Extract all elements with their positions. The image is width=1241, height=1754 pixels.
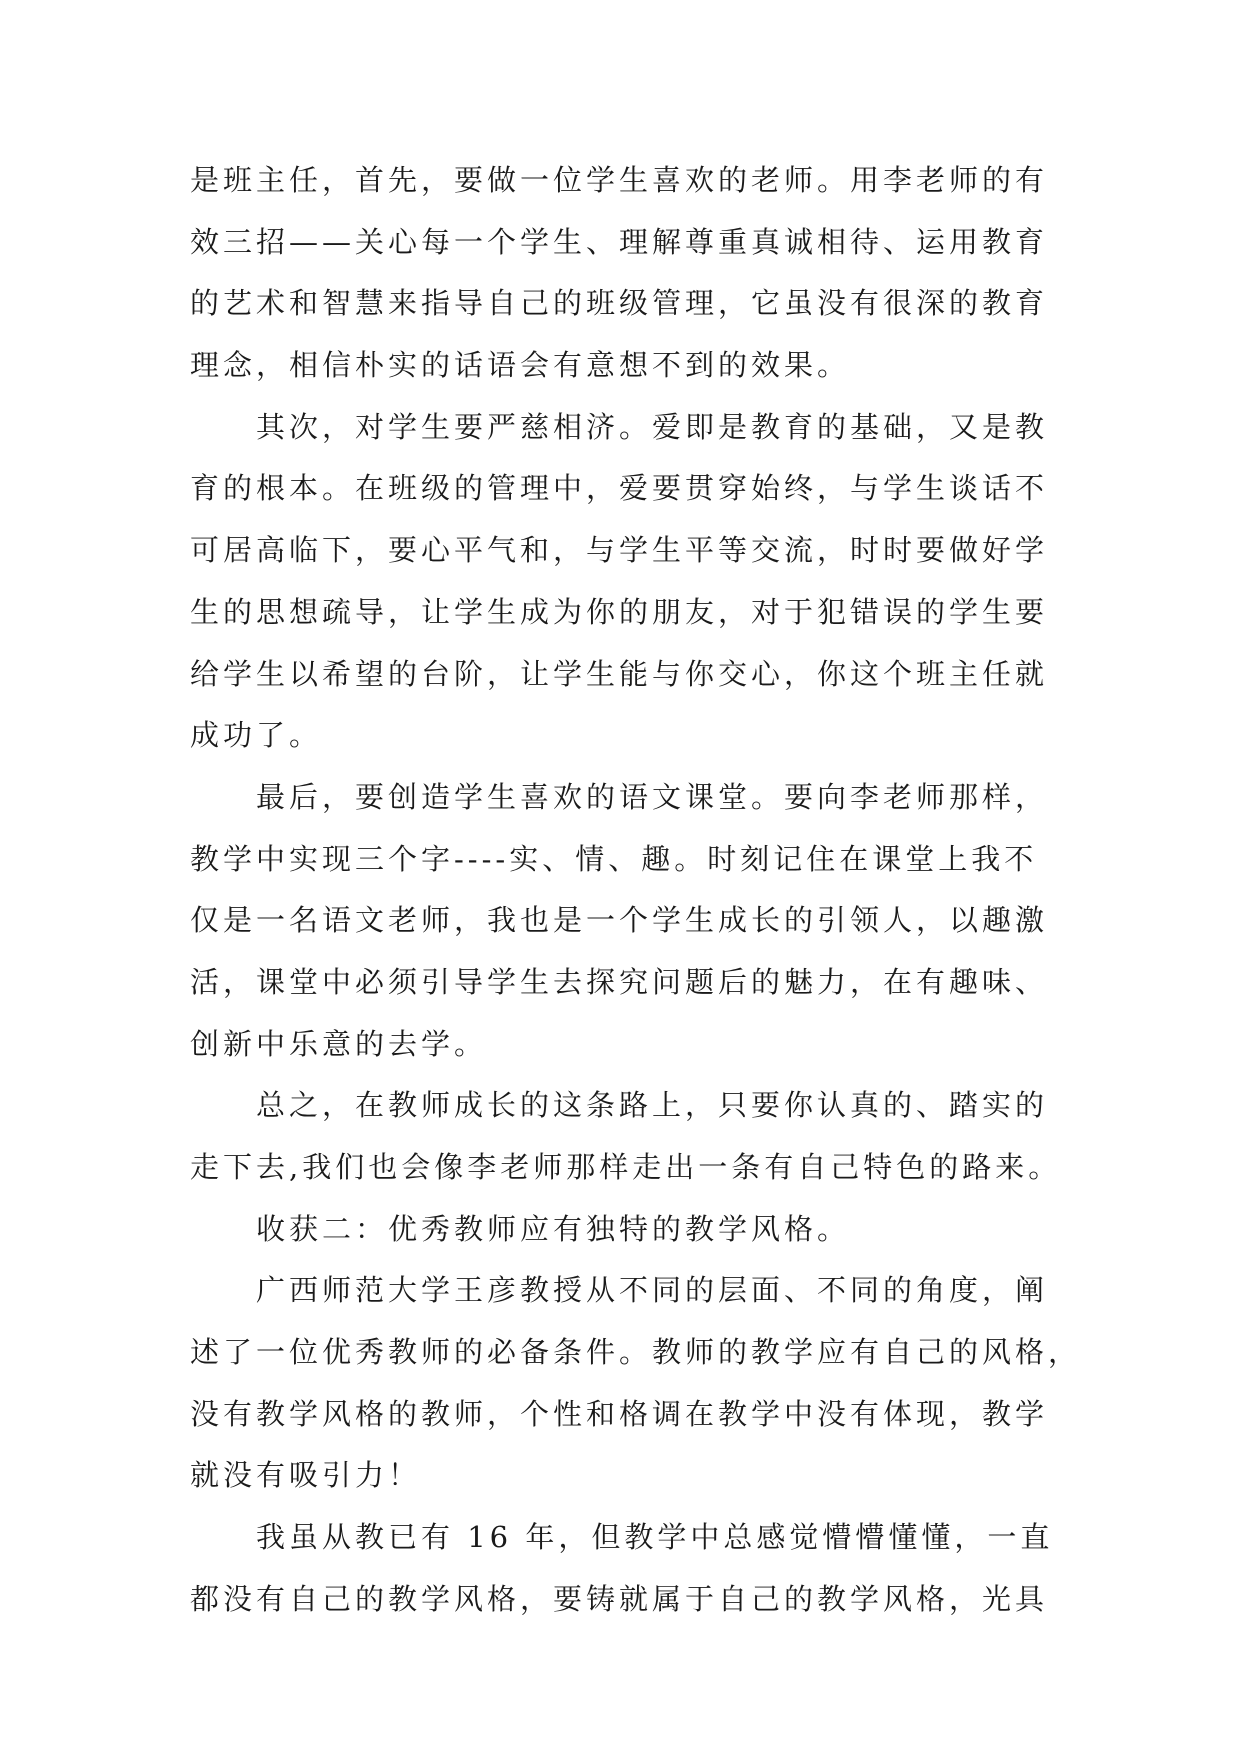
- document-body: [190, 150, 1082, 1631]
- text-line: 创新中乐意的去学。: [190, 1026, 488, 1061]
- text-line: 走下去,我们也会像李老师那样走出一条有自己特色的路来。: [190, 1150, 1062, 1184]
- text-line: 仅是一名语文老师，我也是一个学生成长的引领人，以趣激: [190, 903, 1049, 938]
- text-line: 理念，相信朴实的话语会有意想不到的效果。: [190, 348, 851, 383]
- text-line: 都没有自己的教学风格，要铸就属于自己的教学风格，光具: [190, 1581, 1049, 1616]
- text-line: 总之，在教师成长的这条路上，只要你认真的、踏实的: [256, 1088, 1049, 1123]
- text-line: 就没有吸引力！: [190, 1458, 422, 1493]
- text-line: 我虽从教已有 16 年，但教学中总感觉懵懵懂懂，一直: [256, 1520, 1054, 1555]
- text-line: 生的思想疏导，让学生成为你的朋友，对于犯错误的学生要: [190, 594, 1049, 629]
- text-line: 成功了。: [190, 718, 323, 753]
- text-line: 教学中实现三个字----实、情、趣。时刻记住在课堂上我不: [190, 841, 1038, 876]
- text-line: 给学生以希望的台阶，让学生能与你交心，你这个班主任就: [190, 656, 1049, 691]
- text-line: 是班主任，首先，要做一位学生喜欢的老师。用李老师的有: [190, 163, 1049, 197]
- text-line: 述了一位优秀教师的必备条件。教师的教学应有自己的风格，: [190, 1335, 1082, 1370]
- text-line: 可居高临下，要心平气和，与学生平等交流，时时要做好学: [190, 533, 1049, 568]
- text-line: 的艺术和智慧来指导自己的班级管理，它虽没有很深的教育: [190, 286, 1049, 321]
- text-line: 广西师范大学王彦教授从不同的层面、不同的角度，阐: [256, 1273, 1049, 1308]
- text-line: 育的根本。在班级的管理中，爱要贯穿始终，与学生谈话不: [190, 471, 1049, 506]
- text-line: 其次，对学生要严慈相济。爱即是教育的基础，又是教: [256, 409, 1049, 444]
- text-line: 效三招——关心每一个学生、理解尊重真诚相待、运用教育: [190, 224, 1049, 259]
- text-line: 没有教学风格的教师，个性和格调在教学中没有体现，教学: [190, 1396, 1049, 1431]
- text-line: 活，课堂中必须引导学生去探究问题后的魅力，在有趣味、: [190, 964, 1049, 999]
- text-line: 收获二：优秀教师应有独特的教学风格。: [256, 1211, 851, 1246]
- text-line: 最后，要创造学生喜欢的语文课堂。要向李老师那样，: [256, 779, 1049, 814]
